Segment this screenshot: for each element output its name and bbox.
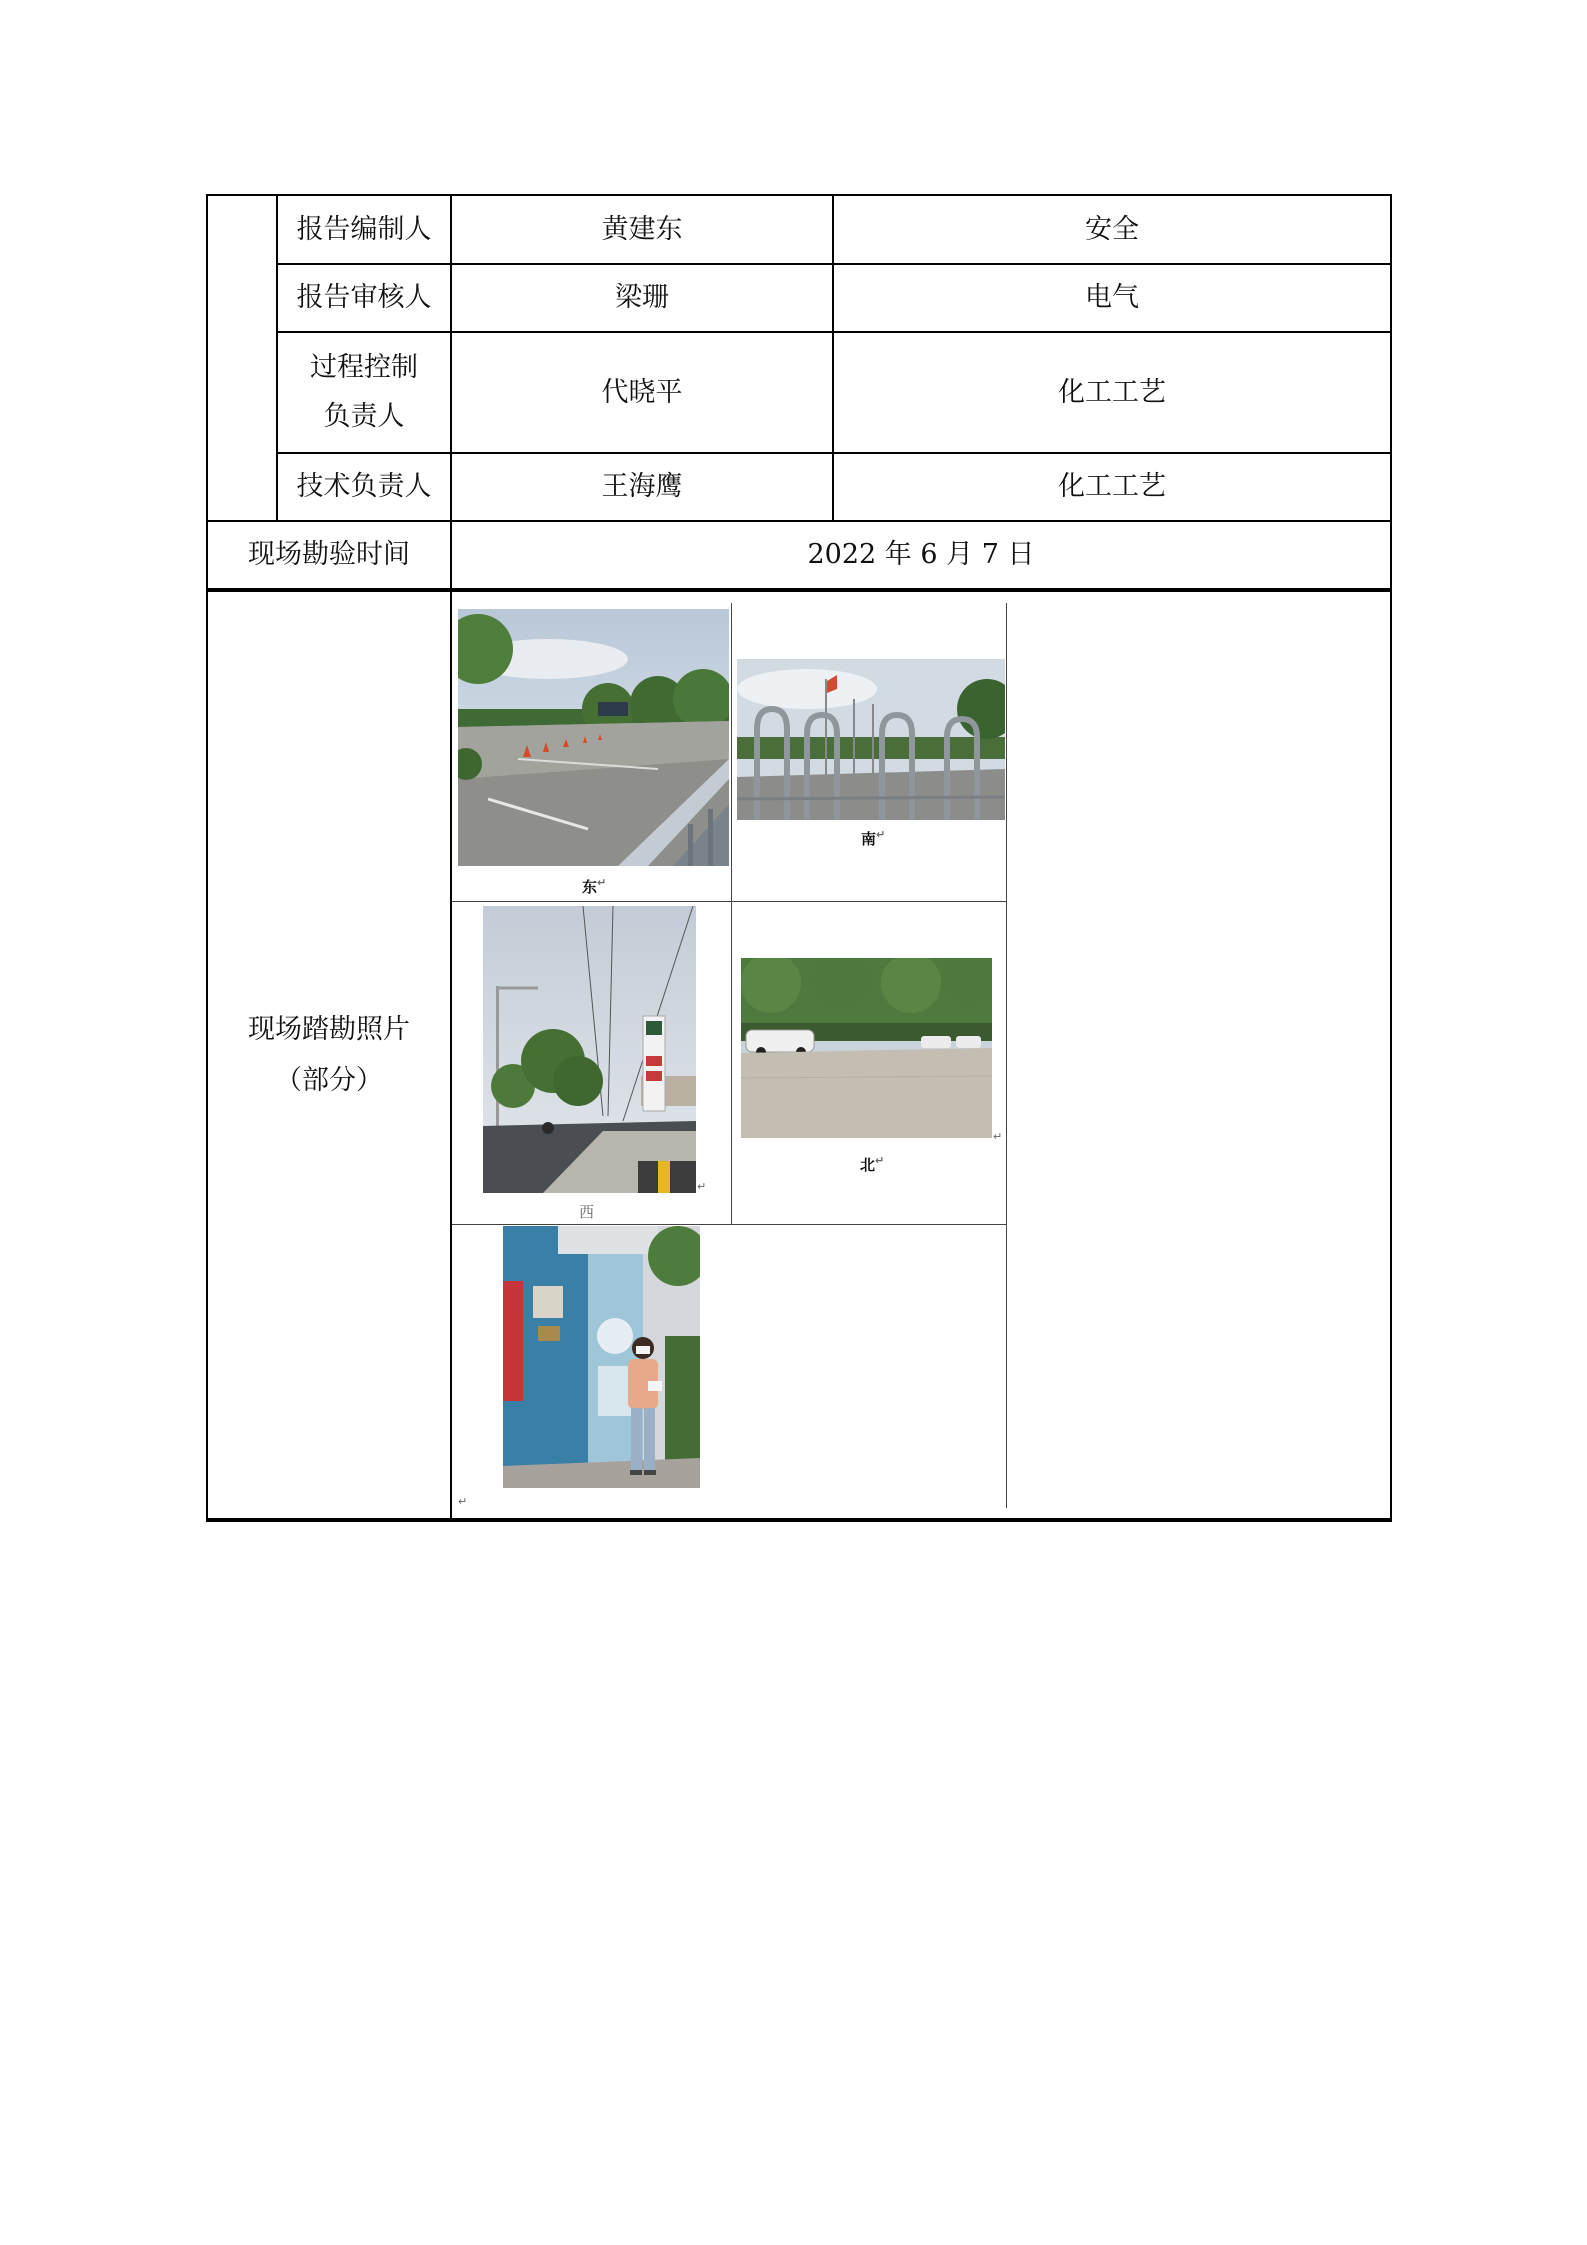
photos-label-line1: 现场踏勘照片	[248, 1013, 410, 1045]
role-label-line2: 负责人	[323, 400, 405, 432]
south-gate-image	[737, 659, 1005, 820]
field-cell-3	[834, 333, 1390, 452]
paragraph-mark: ↵	[875, 1154, 885, 1167]
photo-site-staff	[503, 1226, 700, 1488]
photo-east-caption	[582, 876, 607, 897]
role-cell-4	[278, 454, 450, 520]
person-name: 黄建东	[601, 213, 683, 245]
person-name: 王海鹰	[601, 471, 683, 503]
survey-date: 2022 年 6 月 7 日	[807, 539, 1035, 571]
photo-grid-horizontal-2	[452, 1224, 1007, 1225]
specialty: 安全	[1085, 213, 1139, 245]
photo-south-caption	[861, 828, 886, 849]
photo-north	[741, 958, 992, 1138]
table-border-bottom	[206, 1518, 1392, 1522]
role-label-line1: 过程控制	[310, 351, 418, 383]
photo-south	[737, 659, 1005, 820]
specialty: 化工工艺	[1058, 471, 1166, 503]
field-cell-2	[834, 265, 1390, 331]
role-cell-1	[278, 196, 450, 263]
photo-north-caption	[860, 1154, 885, 1175]
paragraph-mark: ↵	[876, 828, 886, 841]
person-name: 代晓平	[601, 376, 683, 408]
east-caption-text: 东	[582, 878, 598, 896]
photo-west-caption	[579, 1201, 594, 1222]
role-label: 报告编制人	[296, 213, 432, 245]
name-cell-4	[452, 454, 832, 520]
person-name: 梁珊	[615, 282, 669, 314]
name-cell-2	[452, 265, 832, 331]
role-label: 技术负责人	[296, 471, 432, 503]
photo-west	[483, 906, 696, 1193]
north-caption-text: 北	[860, 1156, 876, 1174]
paragraph-mark: ↵	[697, 1180, 707, 1193]
table-border-right	[1390, 194, 1392, 1522]
name-cell-1	[452, 196, 832, 263]
field-cell-4	[834, 454, 1390, 520]
site-staff-image	[503, 1226, 700, 1488]
north-parking-image	[741, 958, 992, 1138]
role-cell-3	[278, 333, 450, 452]
role-label: 报告审核人	[296, 282, 432, 314]
field-cell-1	[834, 196, 1390, 263]
survey-time-label-text: 现场勘验时间	[248, 539, 410, 571]
role-cell-2	[278, 265, 450, 331]
survey-time-value	[452, 522, 1390, 588]
photo-grid-vertical-1	[731, 603, 732, 1225]
specialty: 化工工艺	[1058, 376, 1166, 408]
paragraph-mark: ↵	[458, 1495, 468, 1508]
paragraph-mark: ↵	[597, 876, 607, 889]
name-cell-3	[452, 333, 832, 452]
paragraph-mark: ↵	[993, 1130, 1003, 1143]
survey-time-label	[208, 522, 450, 588]
west-caption-text: 西	[579, 1203, 595, 1221]
south-caption-text: 南	[861, 830, 877, 848]
photo-east	[458, 609, 729, 866]
specialty: 电气	[1085, 282, 1139, 314]
east-parking-lot-image	[458, 609, 729, 866]
photos-label	[208, 592, 450, 1518]
west-roadside-image	[483, 906, 696, 1193]
photos-label-line2: （部分）	[275, 1065, 383, 1096]
photo-grid-vertical-2	[1006, 603, 1007, 1508]
photo-grid-horizontal-1	[452, 901, 1007, 902]
